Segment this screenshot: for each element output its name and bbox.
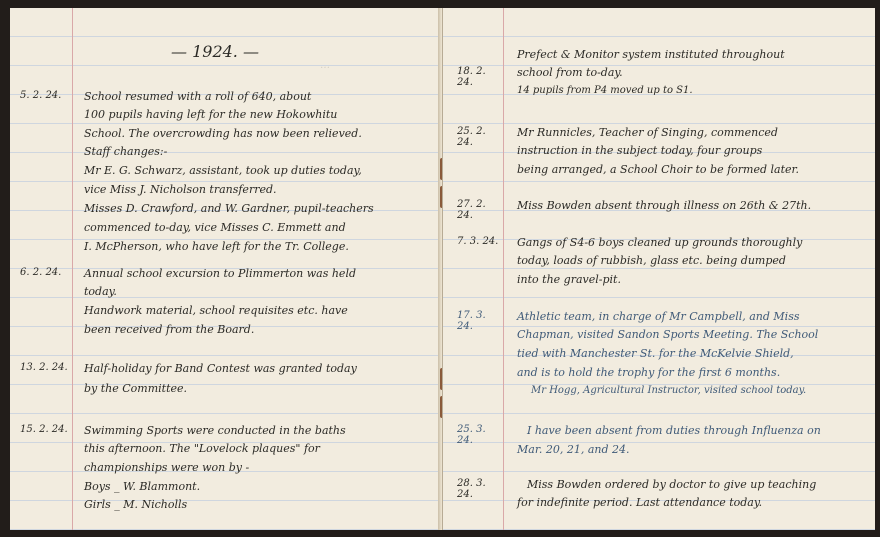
entry-line: and is to hold the trophy for the first 6 months.	[517, 366, 781, 379]
entry-line: tied with Manchester St. for the McKelvie Shield,	[517, 347, 794, 360]
left-page	[10, 8, 441, 530]
entry-line: been received from the Board.	[84, 323, 255, 336]
entry-line: today, loads of rubbish, glass etc. being dumped	[517, 254, 786, 267]
entry-line: School. The overcrowding has now been relieved.	[84, 127, 362, 140]
entry-line: championships were won by -	[84, 461, 250, 474]
entry-line: Misses D. Crawford, and W. Gardner, pupil-teachers	[84, 202, 374, 215]
entry-date: 18. 2. 24.	[457, 66, 486, 88]
entry-line: Athletic team, in charge of Mr Campbell, and Miss	[517, 310, 800, 323]
entry-line: Girls _ M. Nicholls	[84, 498, 188, 511]
entry-line: Half-holiday for Band Contest was granted today	[84, 362, 357, 375]
entry-line: being arranged, a School Choir to be formed later.	[517, 163, 800, 176]
entry-date: 13. 2. 24.	[20, 362, 68, 373]
entry-line: this afternoon. The "Lovelock plaques" for	[84, 442, 320, 455]
entry-date: 17. 3. 24.	[457, 310, 486, 332]
entry-line: Gangs of S4-6 boys cleaned up grounds thoroughly	[517, 236, 803, 249]
entry-line: 14 pupils from P4 moved up to S1.	[517, 85, 693, 96]
year-heading: — 1924. —	[171, 42, 259, 61]
entry-date: 25. 3. 24.	[457, 424, 486, 446]
entry-line: Handwork material, school requisites etc. have	[84, 304, 348, 317]
entry-line: School resumed with a roll of 640, about	[84, 90, 312, 103]
entry-line: Miss Bowden absent through illness on 26th & 27th.	[517, 199, 812, 212]
entry-line: I. McPherson, who have left for the Tr. College.	[84, 240, 349, 253]
entry-line: Boys _ W. Blammont.	[84, 480, 201, 493]
entry-line: Prefect & Monitor system instituted throughout	[517, 48, 785, 61]
entry-line: I have been absent from duties through Influenza on	[527, 424, 821, 437]
entry-date: 28. 3. 24.	[457, 478, 486, 500]
entry-line: school from to-day.	[517, 66, 623, 79]
entry-date: 5. 2. 24.	[20, 90, 62, 101]
entry-line: Mr Hogg, Agricultural Instructor, visited school today.	[531, 385, 807, 396]
entry-line: commenced to-day, vice Misses C. Emmett and	[84, 221, 346, 234]
entry-line: Swimming Sports were conducted in the baths	[84, 424, 346, 437]
entry-date: 15. 2. 24.	[20, 424, 68, 435]
entry-date: 7. 3. 24.	[457, 236, 499, 247]
entry-line: Mar. 20, 21, and 24.	[517, 443, 630, 456]
entry-line: Mr E. G. Schwarz, assistant, took up duties today,	[84, 164, 362, 177]
entry-line: into the gravel-pit.	[517, 273, 621, 286]
open-notebook	[10, 8, 874, 530]
entry-line: Chapman, visited Sandon Sports Meeting. The School	[517, 328, 819, 341]
entry-line: today.	[84, 285, 117, 298]
right-page	[442, 8, 875, 530]
bleed-through-text: …	[320, 60, 330, 71]
entry-date: 6. 2. 24.	[20, 267, 62, 278]
entry-line: Mr Runnicles, Teacher of Singing, commenced	[517, 126, 778, 139]
entry-line: Miss Bowden ordered by doctor to give up teaching	[527, 478, 817, 491]
entry-line: for indefinite period. Last attendance today.	[517, 496, 763, 509]
entry-date: 25. 2. 24.	[457, 126, 486, 148]
entry-line: vice Miss J. Nicholson transferred.	[84, 183, 277, 196]
entry-line: Annual school excursion to Plimmerton was held	[84, 267, 357, 280]
entry-date: 27. 2. 24.	[457, 199, 486, 221]
entry-line: by the Committee.	[84, 382, 188, 395]
entry-line: Staff changes:-	[84, 145, 168, 158]
entry-line: 100 pupils having left for the new Hokowhitu	[84, 108, 338, 121]
entry-line: instruction in the subject today, four groups	[517, 144, 763, 157]
